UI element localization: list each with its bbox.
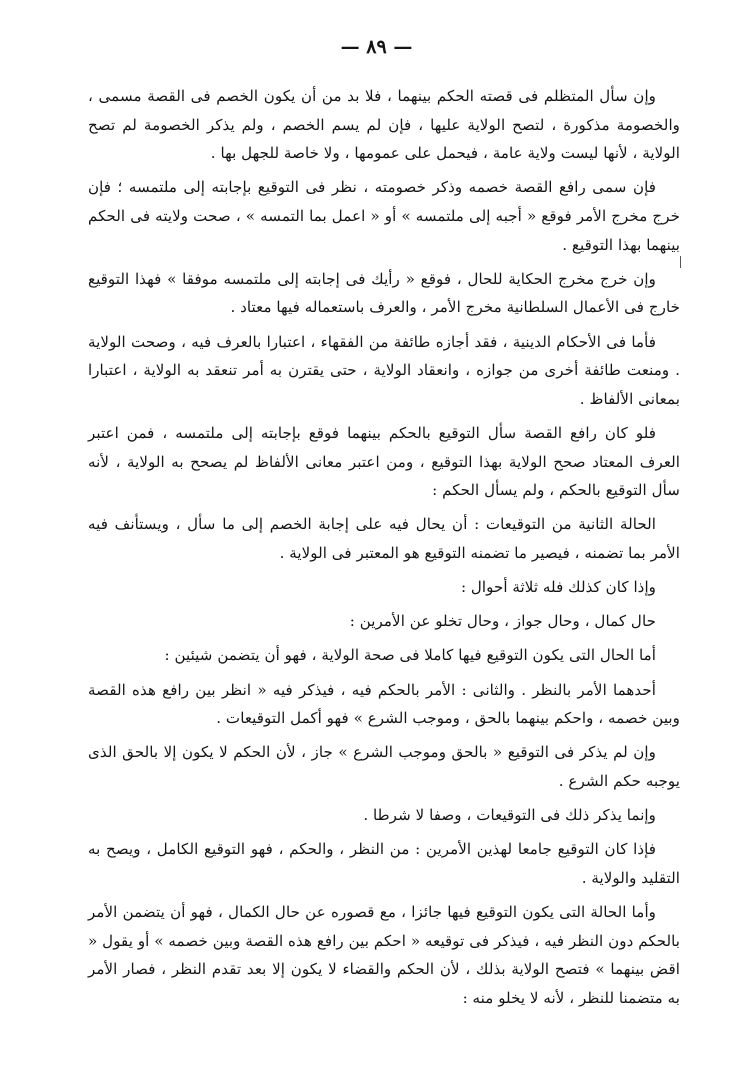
- paragraph: فلو كان رافع القصة سأل التوقيع بالحكم بينهما فوقع بإجابته إلى ملتمسه ، فمن اعتبر العرف المعتاد صحح الولاية بهذا التوقيع ، ومن اعتبر معانى الألفاظ لم يصحح به الولاية ، لأنه سأل التوقيع بالحكم ، ولم يسأل الحكم :: [88, 423, 680, 500]
- margin-mark: [680, 256, 681, 268]
- page-number: — ٨٩ —: [340, 36, 413, 58]
- paragraph: حال كمال ، وحال جواز ، وحال تخلو عن الأمرين :: [349, 612, 656, 631]
- paragraph: أما الحال التى يكون التوقيع فيها كاملا فى صحة الولاية ، فهو أن يتضمن شيئين :: [164, 646, 656, 665]
- paragraph: وإن خرج مخرج الحكاية للحال ، فوقع « رأيك فى إجابته إلى ملتمسه موفقا » فهذا التوقيع خارج فى الأعمال السلطانية مخرج الأمر ، والعرف باستعماله فيها معتاد .: [88, 269, 680, 317]
- paragraph: وإن سأل المتظلم فى قصته الحكم بينهما ، فلا بد من أن يكون الخصم فى القصة مسمى ، والخصومة مذكورة ، لتصح الولاية عليها ، فإن لم يسم الخصم ، ولم يذكر الخصومة لم تصح الولاية ، لأنها ليست ولاية عامة ، فيحمل على عمومها ، ولا خاصة للجهل بها .: [88, 87, 680, 163]
- paragraph: الحالة الثانية من التوقيعات : أن يحال فيه على إجابة الخصم إلى ما سأل ، ويستأنف فيه الأمر بما تضمنه ، فيصير ما تضمنه التوقيع هو المعتبر فى الولاية .: [88, 515, 680, 562]
- paragraph: وإذا كان كذلك فله ثلاثة أحوال :: [460, 578, 656, 597]
- paragraph: وإن لم يذكر فى التوقيع « بالحق وموجب الشرع » جاز ، لأن الحكم لا يكون إلا بالحق الذى يوجبه حكم الشرع .: [88, 743, 680, 790]
- paragraph: أحدهما الأمر بالنظر . والثانى : الأمر بالحكم فيه ، فيذكر فيه « انظر بين رافع هذه القصة وبين خصمه ، واحكم بينهما بالحق ، وموجب الشرع » فهو أكمل التوقيعات .: [88, 680, 680, 728]
- body-text: [88, 82, 680, 1018]
- paragraph: فإذا كان التوقيع جامعا لهذين الأمرين : من النظر ، والحكم ، فهو التوقيع الكامل ، ويصح به التقليد والولاية .: [88, 840, 680, 887]
- paragraph: وإنما يذكر ذلك فى التوقيعات ، وصفا لا شرطا .: [363, 806, 656, 825]
- paragraph: فإن سمى رافع القصة خصمه وذكر خصومته ، نظر فى التوقيع بإجابته إلى ملتمسه ؛ فإن خرج مخرج الأمر فوقع « أجبه إلى ملتمسه » أو « اعمل بما التمسه » ، صحت ولايته فى الحكم بينهما بهذا التوقيع .: [88, 178, 680, 254]
- paragraph: وأما الحالة التى يكون التوقيع فيها جائزا ، مع قصوره عن حال الكمال ، فهو أن يتضمن الأمر بالحكم دون النظر فيه ، فيذكر فى توقيعه « احكم بين رافع هذه القصة وبين خصمه » أو يقول « اقض بينهما » فتصح الولاية بذلك ، لأن الحكم والقضاء لا يكون إلا بعد تقدم النظر ، فصار الأمر به متضمنا للنظر ، لأنه لا يخلو منه :: [88, 903, 680, 1007]
- paragraph: فأما فى الأحكام الدينية ، فقد أجازه طائفة من الفقهاء ، اعتبارا بالعرف فيه ، وصحت الولاية . ومنعت طائفة أخرى من جوازه ، وانعقاد الولاية ، حتى يقترن به أمر تنعقد به الولاية ، اعتبارا بمعانى الألفاظ .: [88, 332, 680, 408]
